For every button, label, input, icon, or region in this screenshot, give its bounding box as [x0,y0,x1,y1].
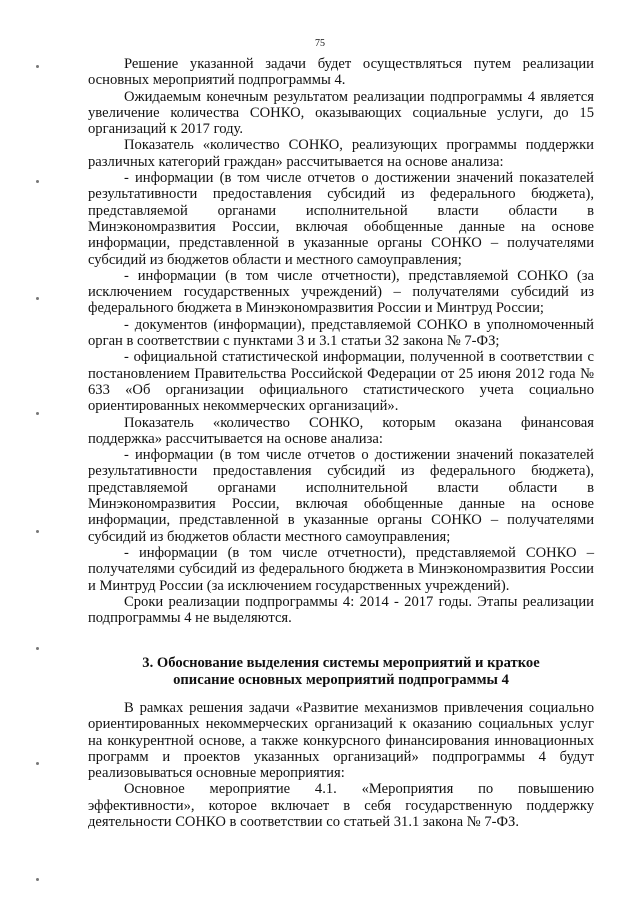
section-heading-line: 3. Обоснование выделения системы мероприятий и краткое [142,655,540,671]
paragraph: - информации (в том числе отчетности), представляемой СОНКО (за исключением государственных учреждений) – получателями субсидий из федерального бюджета в Минэкономразвития России и Минтруд России; [88,267,594,317]
margin-mark [36,412,39,415]
paragraph: - информации (в том числе отчетов о достижении значений показателей результативности предоставления субсидий из федерального бюджета), представляемой органами исполнительной власти области в Минэкономразвития России, включая обобщенные данные на основе информации, представленной в указанные органы СОНКО – получателями субсидий из бюджетов области местного самоуправления; [88,447,594,545]
margin-mark [36,530,39,533]
body-text [88,56,594,626]
paragraph: Основное мероприятие 4.1. «Мероприятия по повышению эффективности», которое включает в себя государственную поддержку деятельности СОНКО в соответствии со статьей 31.1 закона № 7-ФЗ. [88,781,594,831]
paragraph: Показатель «количество СОНКО, реализующих программы поддержки различных категорий граждан» рассчитывается на основе анализа: [88,137,594,170]
section-heading [88,655,594,689]
paragraph: Ожидаемым конечным результатом реализации подпрограммы 4 является увеличение количества СОНКО, оказывающих социальные услуги, до 15 организаций к 2017 году. [88,88,594,138]
section-text [88,700,594,830]
margin-mark [36,878,39,881]
margin-mark [36,762,39,765]
paragraph: - официальной статистической информации, полученной в соответствии с постановлением Правительства Российской Федерации от 25 июня 2012 года № 633 «Об организации официального статистического учета социально ориентированных некоммерческих организаций». [88,349,594,415]
margin-mark [36,180,39,183]
margin-mark [36,65,39,68]
paragraph: - информации (в том числе отчетности), представляемой СОНКО – получателями субсидий из федерального бюджета в Минэкономразвития России и Минтруд России (за исключением государственных учреждений). [88,544,594,594]
paragraph: Сроки реализации подпрограммы 4: 2014 - 2017 годы. Этапы реализации подпрограммы 4 не выделяются. [88,593,594,627]
margin-mark [36,297,39,300]
paragraph: - информации (в том числе отчетов о достижении значений показателей результативности предоставления субсидий из федерального бюджета), представляемой органами исполнительной власти области в Минэкономразвития России, включая обобщенные данные на основе информации, представленной в указанные органы СОНКО – получателями субсидий из бюджетов области и местного самоуправления; [88,170,594,268]
paragraph: В рамках решения задачи «Развитие механизмов привлечения социально ориентированных некоммерческих организаций к оказанию социальных услуг на конкурентной основе, а также конкурсного финансирования инновационных программ и проектов указанных организаций» подпрограммы 4 будут реализовываться основные мероприятия: [88,700,594,782]
page-number: 75 [315,38,325,49]
section-heading-line: описание основных мероприятий подпрограммы 4 [173,672,509,688]
paragraph: Решение указанной задачи будет осуществляться путем реализации основных мероприятий подпрограммы 4. [88,56,594,89]
paragraph: - документов (информации), представляемой СОНКО в уполномоченный орган в соответствии с пунктами 3 и 3.1 статьи 32 закона № 7-ФЗ; [88,316,594,350]
paragraph: Показатель «количество СОНКО, которым оказана финансовая поддержка» рассчитывается на основе анализа: [88,414,594,447]
margin-mark [36,647,39,650]
